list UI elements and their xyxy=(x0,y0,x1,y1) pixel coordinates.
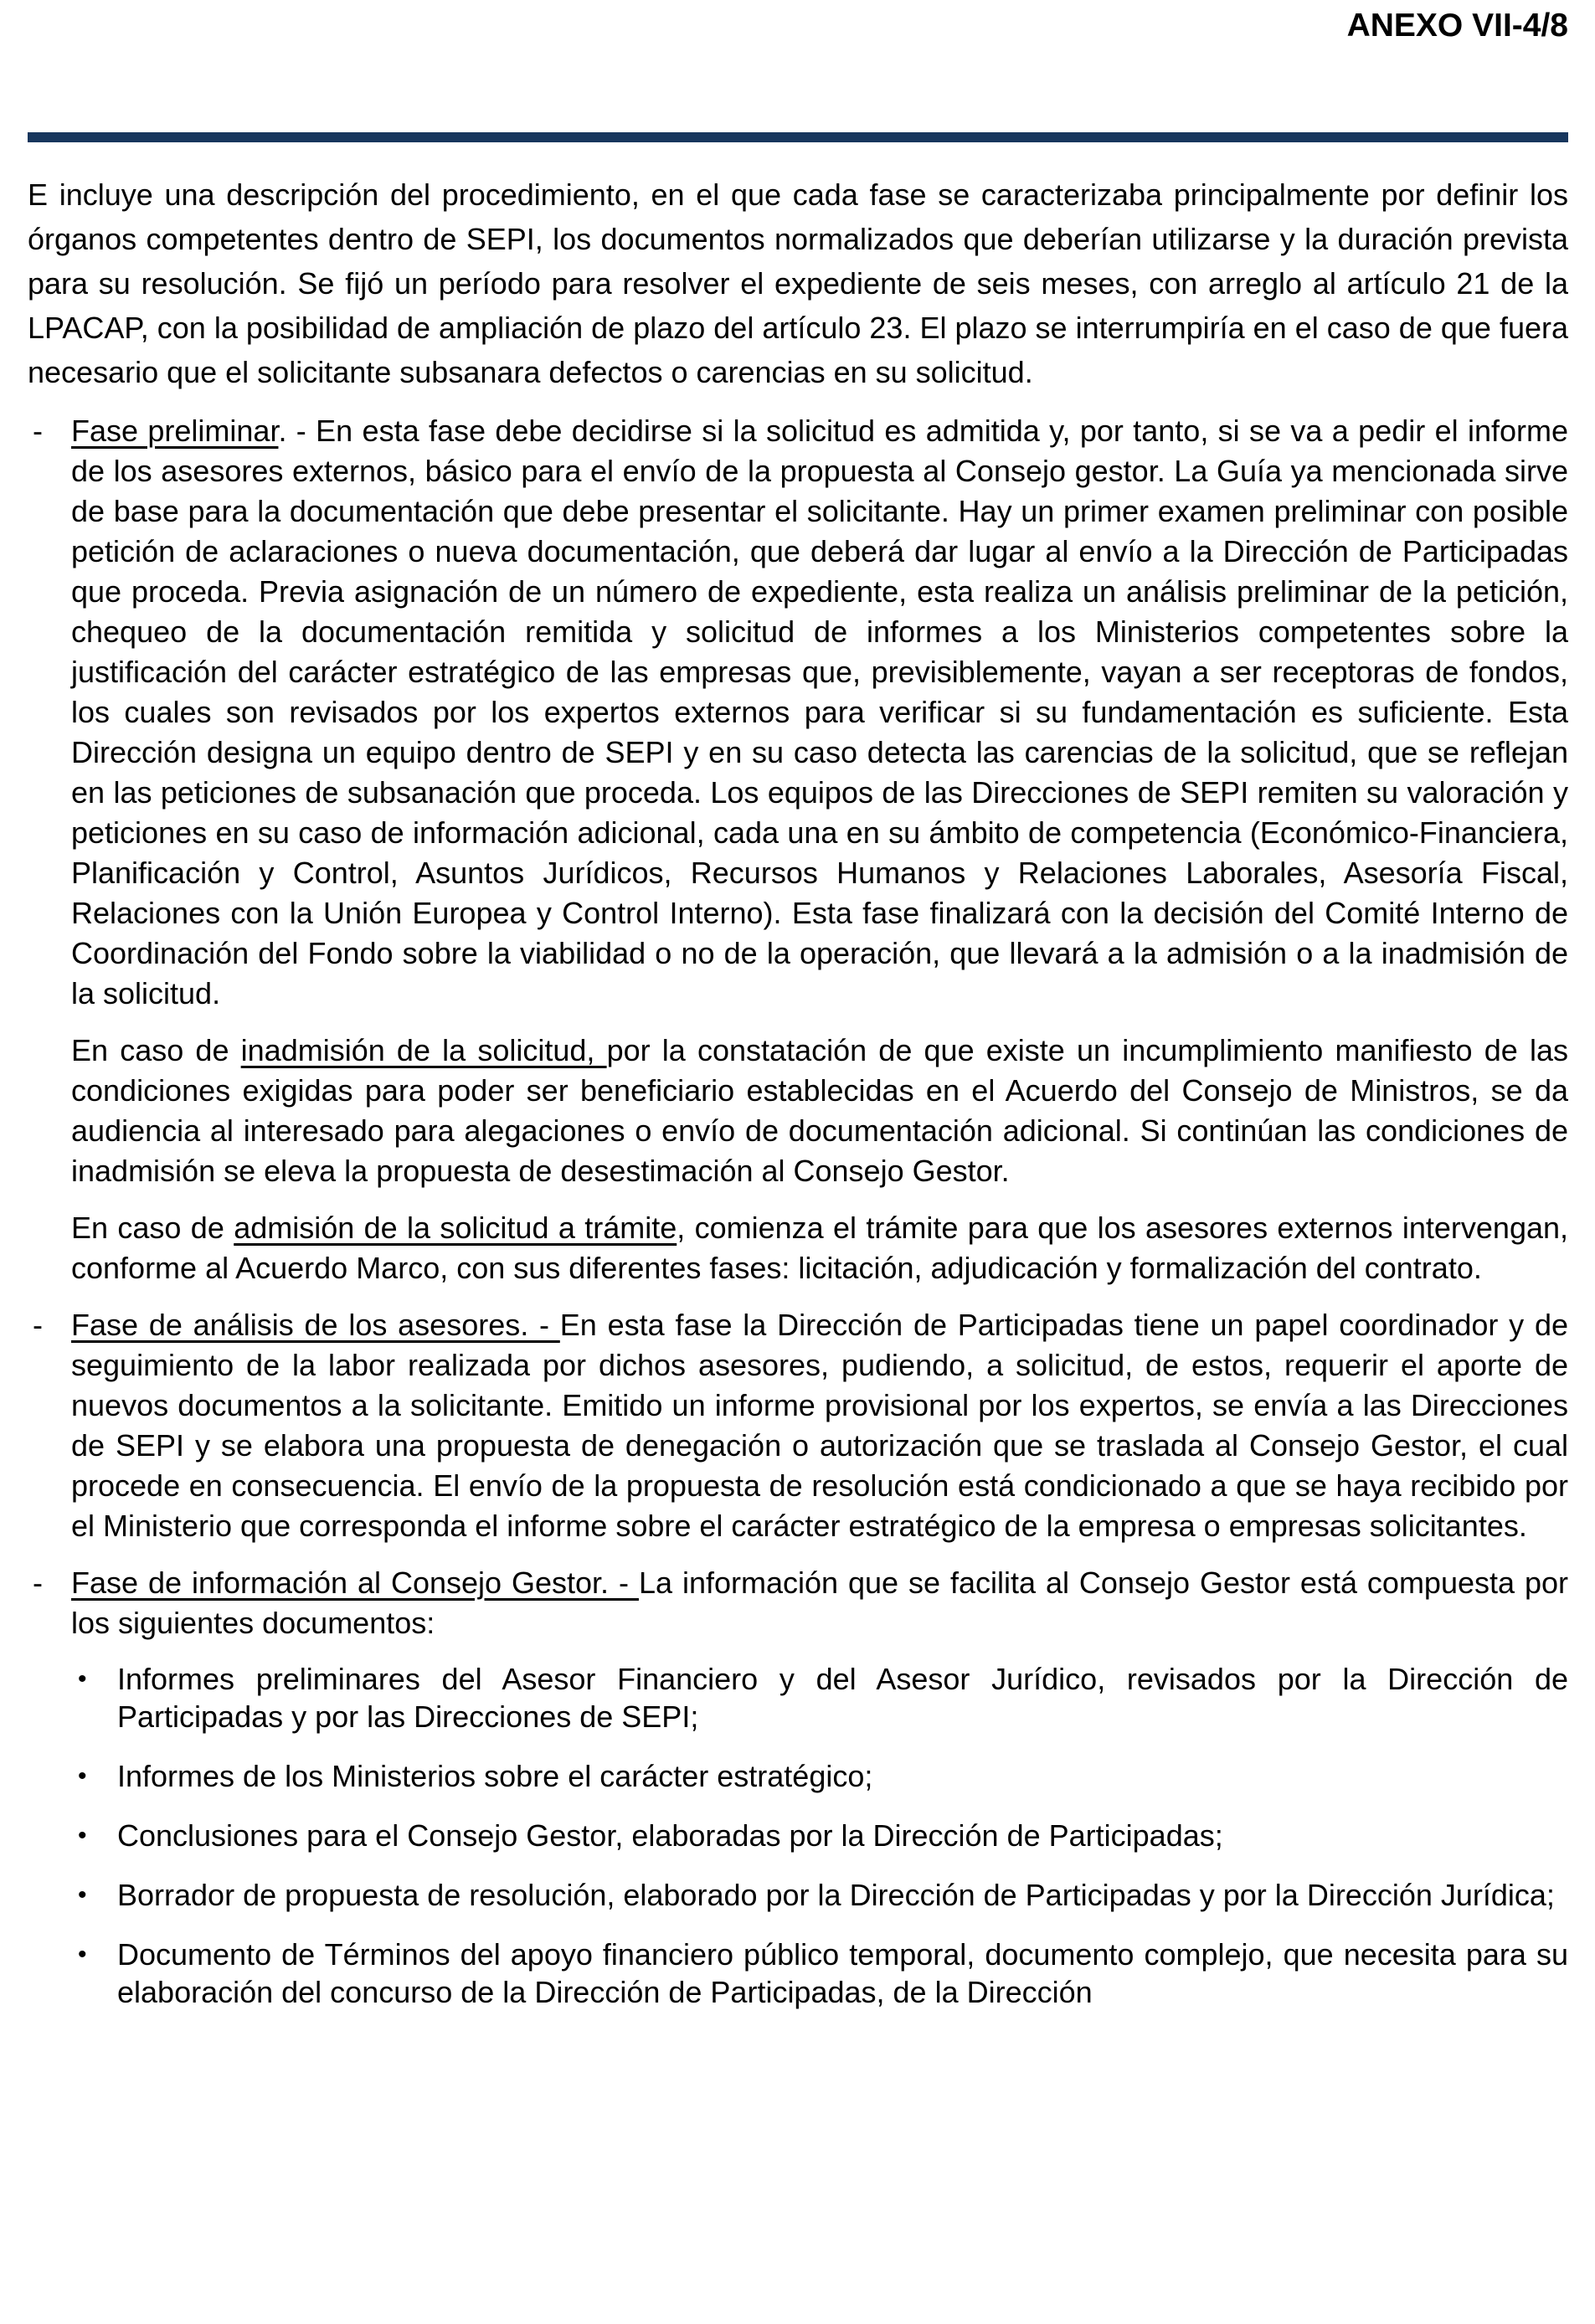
phase-body: . - En esta fase debe decidirse si la solicitud es admitida y, por tanto, si se va a pedir el informe de los asesores externos, básico para el envío de la propuesta al Consejo gestor. La Guía ya mencionada sirve de base para la documentación que debe presentar el solicitante. Hay un primer examen preliminar con posible petición de aclaraciones o nueva documentación, que deberá dar lugar al envío a la Dirección de Participadas que proceda. Previa asignación de un número de expediente, esta realiza un análisis preliminar de la petición, chequeo de la documentación remitida y solicitud de informes a los Ministerios competentes sobre la justificación del carácter estratégico de las empresas que, previsiblemente, vayan a ser receptoras de fondos, los cuales son revisados por los expertos externos para verificar si su fundamentación es suficiente. Esta Dirección designa un equipo dentro de SEPI y en su caso detecta las carencias de la solicitud, que se reflejan en las peticiones de subsanación que proceda. Los equipos de las Direcciones de SEPI remiten su valoración y peticiones en su caso de información adicional, cada una en su ámbito de competencia (Económico-Financiera, Planificación y Control, Asuntos Jurídicos, Recursos Humanos y Relaciones Laborales, Asesoría Fiscal, Relaciones con la Unión Europea y Control Interno). Esta fase finalizará con la decisión del Comité Interno de Coordinación del Fondo sobre la viabilidad o no de la operación, que llevará a la admisión o a la inadmisión de la solicitud. xyxy=(71,414,1568,1010)
phase-title-underlined: Fase de análisis de los asesores. - xyxy=(71,1308,560,1342)
bullet-icon: • xyxy=(78,1881,87,1909)
inadmision-underlined: inadmisión de la solicitud, xyxy=(240,1033,607,1067)
list-item-text xyxy=(71,411,1568,1014)
list-item-text xyxy=(71,1563,1568,1643)
paragraph-body: , comienza el trámite para que los asesores externos intervengan, conforme al Acuerdo Marco, con sus diferentes fases: licitación, adjudicación y formalización del contrato. xyxy=(71,1211,1569,1285)
bullet-item-informes-ministerios xyxy=(71,1757,1568,1795)
phase-title-underlined: Fase preliminar xyxy=(71,414,279,448)
dash-marker: - xyxy=(33,1308,43,1342)
annex-label: ANEXO VII-4/8 xyxy=(1346,8,1568,44)
bullet-icon: • xyxy=(78,1762,87,1790)
bullet-icon: • xyxy=(78,1822,87,1849)
page-header xyxy=(28,7,1568,45)
bullet-text: Borrador de propuesta de resolución, elaborado por la Dirección de Participadas y por la Dirección Jurídica; xyxy=(117,1878,1555,1912)
header-divider xyxy=(28,132,1568,142)
list-item-fase-preliminar xyxy=(28,411,1568,1014)
bullet-icon: • xyxy=(78,1665,87,1693)
phase-title-underlined: Fase de información al Consejo Gestor. - xyxy=(71,1566,639,1600)
bullet-text: Informes preliminares del Asesor Financiero y del Asesor Jurídico, revisados por la Dirección de Participadas y por las Direcciones de SEPI; xyxy=(117,1662,1568,1734)
bullet-item-documento-terminos xyxy=(71,1936,1568,2011)
paragraph-body: por la constatación de que existe un incumplimiento manifiesto de las condiciones exigidas para poder ser beneficiario establecidas en el Acuerdo del Consejo de Ministros, se da audiencia al interesado para alegaciones o envío de documentación adicional. Si continúan las condiciones de inadmisión se eleva la propuesta de desestimación al Consejo Gestor. xyxy=(71,1033,1568,1188)
phase-body: La información que se facilita al Consejo Gestor está compuesta por los siguientes documentos: xyxy=(71,1566,1569,1640)
bullet-item-conclusiones xyxy=(71,1817,1568,1854)
list-item-text xyxy=(71,1305,1568,1546)
paragraph-intro: E incluye una descripción del procedimiento, en el que cada fase se caracterizaba principalmente por definir los órganos competentes dentro de SEPI, los documentos normalizados que deberían utilizarse y la duración prevista para su resolución. Se fijó un período para resolver el expediente de seis meses, con arreglo al artículo 21 de la LPACAP, con la posibilidad de ampliación de plazo del artículo 23. El plazo se interrumpiría en el caso de que fuera necesario que el solicitante subsanara defectos o carencias en su solicitud. xyxy=(28,177,1568,389)
dash-marker: - xyxy=(33,1566,43,1600)
sub-paragraph-admision xyxy=(71,1208,1568,1288)
bullet-text: Conclusiones para el Consejo Gestor, elaboradas por la Dirección de Participadas; xyxy=(117,1818,1223,1853)
bullet-item-borrador xyxy=(71,1876,1568,1914)
admision-underlined: admisión de la solicitud a trámite xyxy=(234,1211,677,1245)
dash-marker: - xyxy=(33,414,43,448)
bullet-icon: • xyxy=(78,1941,87,1968)
lead-text: En caso de xyxy=(71,1211,234,1245)
sub-paragraph-inadmision xyxy=(71,1031,1568,1191)
lead-text: En caso de xyxy=(71,1033,241,1067)
bullet-text: Informes de los Ministerios sobre el carácter estratégico; xyxy=(117,1759,873,1793)
document-body xyxy=(28,172,1568,2011)
list-item-fase-informacion xyxy=(28,1563,1568,1643)
phase-body: En esta fase la Dirección de Participadas tiene un papel coordinador y de seguimiento de la labor realizada por dichos asesores, pudiendo, a solicitud, de estos, requerir el aporte de nuevos documentos a la solicitante. Emitido un informe provisional por los expertos, se envía a las Direcciones de SEPI y se elabora una propuesta de denegación o autorización que se traslada al Consejo Gestor, el cual procede en consecuencia. El envío de la propuesta de resolución está condicionado a que se haya recibido por el Ministerio que corresponda el informe sobre el carácter estratégico de la empresa o empresas solicitantes. xyxy=(71,1308,1568,1543)
list-item-fase-analisis xyxy=(28,1305,1568,1546)
bullet-text: Documento de Términos del apoyo financiero público temporal, documento complejo, que necesita para su elaboración del concurso de la Dirección de Participadas, de la Dirección xyxy=(117,1937,1568,2009)
bullet-item-informes-preliminares xyxy=(71,1660,1568,1735)
